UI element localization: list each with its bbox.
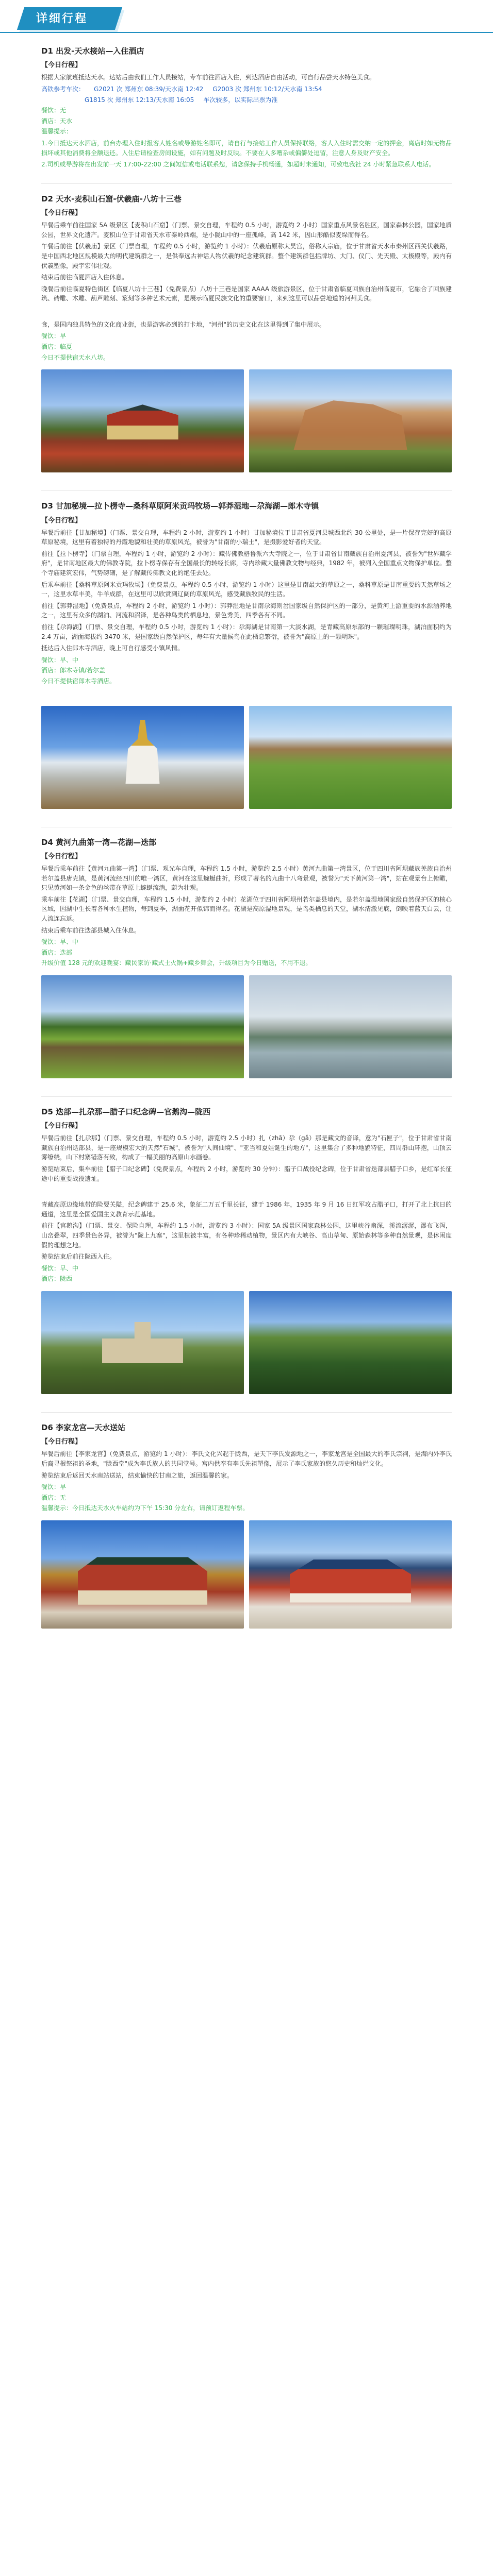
photo-row bbox=[0, 1514, 493, 1635]
grottoes-photo bbox=[249, 369, 452, 472]
spacer bbox=[0, 1635, 493, 1647]
hotel-info: 酒店：临夏 bbox=[41, 343, 73, 351]
meal-info: 餐饮：早、中 bbox=[41, 1264, 79, 1272]
train-item: G2021 次 郑州东 08:39/天水南 12:42 bbox=[94, 85, 204, 93]
day-title: D4 黄河九曲第一湾—花湖—迭部 bbox=[41, 837, 157, 847]
paragraph: 后乘车前往【桑科草原阿米贡玛牧场】（免费景点，车程约 0.5 小时，游览约 1 小时）这里是甘南最大的草原之一，桑科草原是甘南重要的天然草场之一，这里水草丰美，牛羊成群，在这里可以欣赏到辽阔的草原风光，感受藏族牧民的生活。 bbox=[41, 581, 452, 598]
day-note: 升级价值 128 元的欢迎晚宴：藏民家访·藏式土火锅+藏乡舞会，升级项目为今日赠送，不用不退。 bbox=[41, 959, 312, 967]
valley-photo bbox=[249, 1291, 452, 1394]
palace-photo bbox=[249, 1520, 452, 1629]
day-note: 温馨提示：今日抵达天水火车站约为下午 15:30 分左右，请预订返程车票。 bbox=[41, 1504, 249, 1512]
day-note: 今日不提供宿郎木寺酒店。 bbox=[41, 677, 116, 685]
day-3 bbox=[0, 500, 493, 686]
day-1 bbox=[0, 45, 493, 170]
monument-photo bbox=[41, 1291, 244, 1394]
divider bbox=[41, 479, 452, 491]
temple-photo bbox=[41, 369, 244, 472]
meal-info: 餐饮：无 bbox=[41, 107, 67, 114]
day-note: 今日不提供宿天水八坊。 bbox=[41, 353, 110, 361]
divider bbox=[41, 172, 452, 184]
flower-lake-photo bbox=[249, 975, 452, 1078]
paragraph: 游览结束后返回天水南站送站，结束愉快的甘南之旅，返回温馨的家。 bbox=[41, 1471, 234, 1479]
train-row bbox=[41, 84, 452, 94]
day-5 bbox=[0, 1106, 493, 1284]
day-6 bbox=[0, 1422, 493, 1513]
train-item: G1815 次 郑州东 12:13/天水南 16:05 bbox=[85, 96, 194, 104]
paragraph: 前往【尕海湖】（门票、景交自理，车程约 0.5 小时，游览约 1 小时）：尕海湖是甘南第一大淡水湖，是青藏高原东部的一颗璀璨明珠，湖泊面积约为 2.4 万亩，湖面海拔约 3470 米，是国家级自然保护区，每年有大量候鸟在此栖息繁衍，被誉为"高原上的一颗明珠"。 bbox=[41, 623, 452, 640]
banner-divider bbox=[0, 32, 493, 33]
tips-label: 温馨提示： bbox=[41, 128, 73, 135]
paragraph: 青藏高原边缘地带的险要关隘，纪念碑建于 25.6 米，象征二万五千里长征，建于 1986 年，1935 年 9 月 16 日红军攻占腊子口，打开了北上抗日的通道，这里是全国爱国主义教育示范基地。 bbox=[41, 1201, 452, 1218]
trains-label: 高铁参考车次： bbox=[41, 85, 85, 93]
banner-title: 详细行程 bbox=[36, 12, 88, 25]
paragraph: 结束后前往临夏酒店入住休息。 bbox=[41, 274, 128, 281]
photo-row bbox=[0, 700, 493, 815]
divider bbox=[41, 815, 452, 827]
paragraph: 根据大家航班抵达天水。达站后由我们工作人员接站，专车前往酒店入住，到达酒店自由活动，可自行品尝天水特色美食。 bbox=[41, 74, 376, 81]
today-label: 【今日行程】 bbox=[41, 516, 82, 524]
tip: 2.司机或导游将在出发前一天 17:00-22:00 之间短信或电话联系您，请您保持手机畅通，如超时未通知，可致电我社 24 小时紧急联系人电话。 bbox=[41, 161, 435, 168]
photo-row bbox=[0, 969, 493, 1084]
spacer bbox=[41, 1185, 452, 1198]
day-title: D3 甘加秘境—拉卜楞寺—桑科草原阿米贡玛牧场—郭莽湿地—尕海湖—郎木寺镇 bbox=[41, 501, 319, 511]
paragraph: 早餐后乘车前往【黄河九曲第一湾】（门票、观光车自理，车程约 1.5 小时，游览约 2.5 小时）黄河九曲第一湾景区，位于四川省阿坝藏族羌族自治州若尔盖县唐克镇，是黄河流经四川的唯一湾区，黄河在这里蜿蜒曲折，形成了著名的九曲十八弯景观，被誉为"天下黄河第一湾"，站在观景台上俯瞰，只见黄河如一条金色的丝带在草原上蜿蜒流淌，蔚为壮观。 bbox=[41, 865, 452, 892]
train-item: 车次较多，以实际出票为准 bbox=[203, 96, 278, 104]
paragraph: 早餐后前往【扎尕那】（门票、景交自理，车程约 0.5 小时，游览约 2.5 小时）扎（zhā）尕（gǎ）那是藏文的音译，意为"石匣子"，位于甘肃省甘南藏族自治州迭部县，是一座规模宏大的天然"石城"，被誉为"人间仙境"、"亚当和夏娃诞生的地方"，这里集合了多种地貌特征，四周群山环抱，山顶云雾缭绕，山下村寨错落有致，构成了一幅美丽的高原山水画卷。 bbox=[41, 1134, 452, 1161]
day-4 bbox=[0, 837, 493, 968]
today-label: 【今日行程】 bbox=[41, 61, 82, 70]
paragraph: 早餐后前往【李家龙宫】（免费景点，游览约 1 小时）：李氏文化兴起于陇西，是天下李氏发源地之一，李家龙宫是全国最大的李氏宗祠，是海内外李氏后裔寻根祭祖的圣地，"陇西堂"成为李氏族人的共同堂号。宫内供奉有李氏先祖塑像，展示了李氏家族的悠久历史和灿烂文化。 bbox=[41, 1450, 452, 1467]
paragraph: 游览结束后，集车前往【腊子口纪念碑】（免费景点，车程约 2 小时，游览约 30 分钟）：腊子口战役纪念碑，位于甘肃省迭部县腊子口乡，是红军长征途中的重要战役遗址。 bbox=[41, 1165, 452, 1182]
photo-row bbox=[0, 363, 493, 479]
meal-info: 餐饮：早、中 bbox=[41, 656, 79, 664]
paragraph: 早餐后前往【甘加秘境】（门票、景交自理，车程约 2 小时，游览约 1 小时）甘加秘境位于甘肃省夏河县城西北约 30 公里处，是一片保存完好的高原草原秘境，这里有着独特的丹霞地貌和壮美的草原风光，被誉为"甘南的小瑞士"，是摄影爱好者的天堂。 bbox=[41, 529, 452, 546]
spacer bbox=[0, 687, 493, 700]
paragraph: 游览结束后前往陇西入住。 bbox=[41, 1253, 116, 1261]
paragraph: 晚餐后前往临夏特色街区【临夏八坊十三巷】（免费景点）八坊十三巷是国家 AAAA 级旅游景区，位于甘肃省临夏回族自治州临夏市，它融合了回族建筑、砖雕、木雕、葫芦雕刻、篆刻等多种艺术元素，是展示临夏民族文化的重要窗口，来到这里可以品尝地道的河州美食。 bbox=[41, 285, 452, 302]
itinerary-banner bbox=[0, 0, 493, 36]
paragraph: 食，是国内独具特色的文化商业街，也是游客必到的打卡地，"河州"的历史文化在这里得到了集中展示。 bbox=[41, 320, 326, 328]
divider bbox=[41, 1400, 452, 1413]
today-label: 【今日行程】 bbox=[41, 1438, 82, 1446]
train-item: G2003 次 郑州东 10:12/天水南 13:54 bbox=[212, 85, 322, 93]
gate-photo bbox=[41, 1520, 244, 1629]
paragraph: 前往【官鹅沟】（门票、景交、保险自理，车程约 1.5 小时，游览约 3 小时）：国家 5A 级景区国家森林公园，这里峡谷幽深，溪流潺潺，瀑布飞泻，山峦叠翠，四季景色各异，被誉为"陇上九寨"，这里植被丰富，有各种珍稀动植物，景区内有大峡谷、高山草甸、原始森林等多种自然景观，是休闲度假的理想之地。 bbox=[41, 1222, 452, 1249]
paragraph: 午餐后前往【伏羲庙】景区（门票自理，车程约 0.5 小时，游览约 1 小时）：伏羲庙原称太昊宫，俗称人宗庙，位于甘肃省天水市秦州区西关伏羲路，是中国西北地区规模最大的明代建筑群之一，是供奉远古神话人物伏羲的纪念建筑群。整个建筑群包括牌坊、大门、仪门、先天殿、太极殿等，殿内有伏羲塑像，殿宇宏伟壮观。 bbox=[41, 243, 452, 269]
paragraph: 乘车前往【花湖】（门票、景交自理，车程约 1.5 小时，游览约 2 小时）花湖位于四川省阿坝州若尔盖县境内，是若尔盖湿地国家级自然保护区的核心区域，因湖中生长着各种水生植物，每到夏季，湖面花开似锦而得名。花湖是高原湿地景观，是鸟类栖息的天堂，湖水清澈见底，倒映着蓝天白云，让人流连忘返。 bbox=[41, 895, 452, 922]
day-title: D1 出发-天水接站—入住酒店 bbox=[41, 46, 144, 56]
meal-info: 餐饮：早 bbox=[41, 1483, 67, 1491]
spacer bbox=[41, 306, 452, 318]
photo-row bbox=[0, 1285, 493, 1400]
grassland-photo bbox=[249, 706, 452, 809]
today-label: 【今日行程】 bbox=[41, 1122, 82, 1130]
day-2 bbox=[0, 193, 493, 363]
hotel-info: 酒店：郎木寺镇/若尔盖 bbox=[41, 667, 106, 674]
train-row bbox=[41, 95, 452, 105]
hotel-info: 酒店：天水 bbox=[41, 117, 73, 125]
river-bend-photo bbox=[41, 975, 244, 1078]
today-label: 【今日行程】 bbox=[41, 852, 82, 860]
meal-info: 餐饮：早、中 bbox=[41, 938, 79, 946]
paragraph: 早餐后乘车前往国家 5A 级景区【麦积山石窟】（门票、景交自理，车程约 0.5 小时，游览约 2 小时）国家重点风景名胜区，国家森林公园，国家地质公园，世界文化遗产。麦积山位于甘肃省天水市秦岭西端，是小陇山中的一座孤峰，高 142 米，因山形酷似麦垛而得名。 bbox=[41, 222, 452, 239]
hotel-info: 酒店：无 bbox=[41, 1494, 67, 1501]
today-label: 【今日行程】 bbox=[41, 209, 82, 217]
paragraph: 结束后乘车前往迭部县城入住休息。 bbox=[41, 926, 141, 934]
paragraph: 前往【拉卜楞寺】（门票自理，车程约 1 小时，游览约 2 小时）：藏传佛教格鲁派六大寺院之一，位于甘肃省甘南藏族自治州夏河县，被誉为"世界藏学府"，是甘南地区最大的佛教寺院，拉卜楞寺保存有全国最长的转经长廊，寺内珍藏大量佛教文物与经典，1982 年，被列入全国重点文物保护单位。整个寺庙建筑宏伟，气势磅礴，是了解藏传佛教文化的绝佳去处。 bbox=[41, 550, 452, 577]
tip: 1.今日抵达天水酒店，前台办理入住时报客人姓名或导游姓名即可，请自行与接站工作人员保持联络，客人入住时需交纳一定的押金，离店时如无物品损坏或其他消费将全额退还。入住后请检查房间设施，如有问题及时反映。不要在人多嘈杂或偏僻处逗留，注意人身及财产安全。 bbox=[41, 139, 452, 157]
paragraph: 前往【郭莽湿地】（免费景点，车程约 2 小时，游览约 1 小时）：郭莽湿地是甘南尕海则岔国家级自然保护区的一部分，是黄河上游重要的水源涵养地之一，这里有众多的湖泊、河流和沼泽，是各种鸟类的栖息地，景色秀美，四季各有不同。 bbox=[41, 602, 452, 619]
day-title: D5 迭部—扎尕那—腊子口纪念碑—官鹅沟—陇西 bbox=[41, 1107, 211, 1116]
paragraph: 抵达后入住郎木寺酒店，晚上可自行感受小镇风情。 bbox=[41, 645, 184, 652]
stupa-photo bbox=[41, 706, 244, 809]
divider bbox=[41, 1084, 452, 1097]
hotel-info: 酒店：陇西 bbox=[41, 1275, 73, 1283]
day-title: D6 李家龙宫—天水送站 bbox=[41, 1422, 126, 1432]
day-title: D2 天水-麦积山石窟-伏羲庙-八坊十三巷 bbox=[41, 194, 182, 204]
hotel-info: 酒店：迭部 bbox=[41, 948, 73, 956]
meal-info: 餐饮：早 bbox=[41, 332, 67, 340]
